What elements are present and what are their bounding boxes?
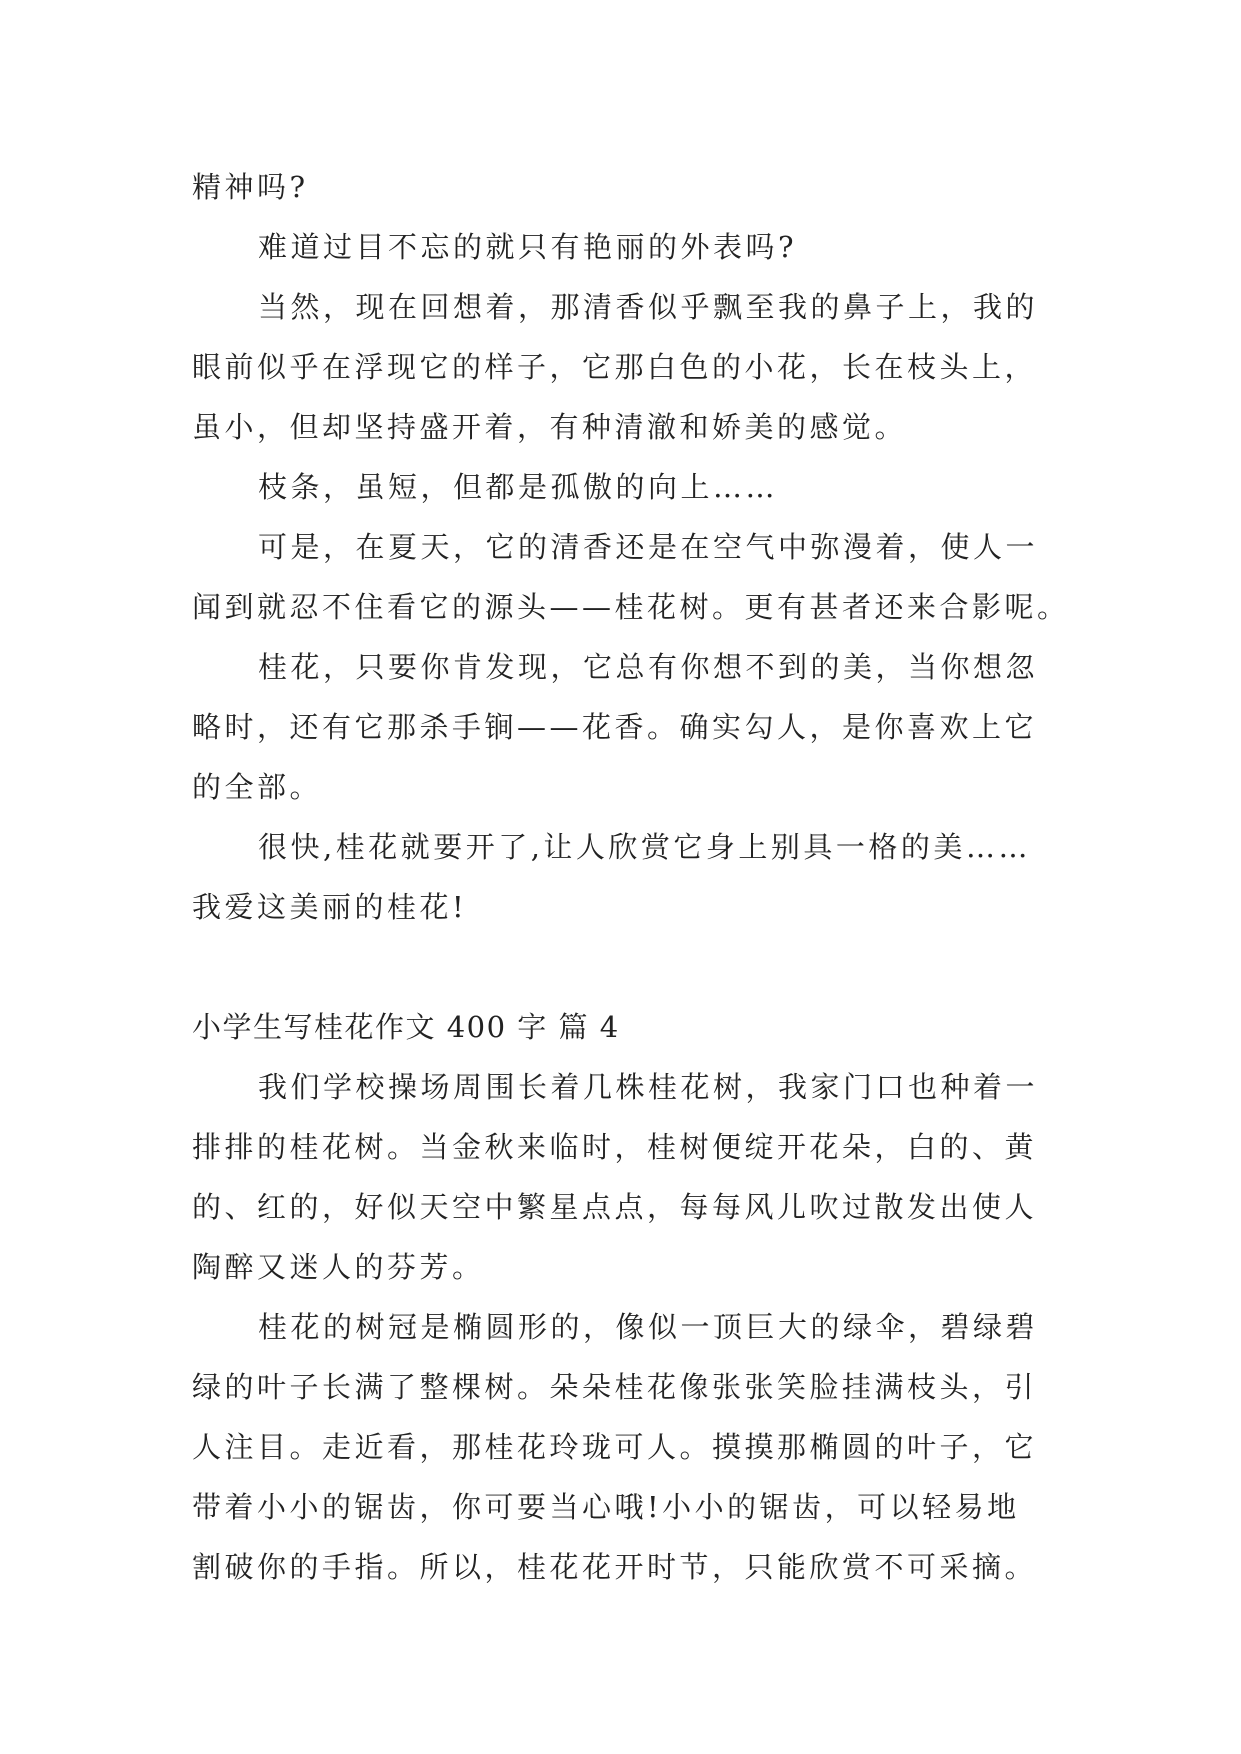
paragraph-line: 桂花的树冠是椭圆形的，像似一顶巨大的绿伞，碧绿碧 — [258, 1310, 1039, 1344]
paragraph-line: 枝条，虽短，但都是孤傲的向上…… — [258, 470, 779, 504]
paragraph-line: 的全部。 — [192, 770, 323, 804]
paragraph-line: 我们学校操场周围长着几株桂花树，我家门口也种着一 — [258, 1070, 1039, 1104]
paragraph-line: 当然，现在回想着，那清香似乎飘至我的鼻子上，我的 — [258, 290, 1039, 324]
paragraph-line: 桂花，只要你肯发现，它总有你想不到的美，当你想忽 — [258, 650, 1039, 684]
paragraph-line: 的、红的，好似天空中繁星点点，每每风儿吹过散发出使人 — [192, 1190, 1038, 1224]
paragraph-line: 我爱这美丽的桂花! — [192, 890, 468, 924]
paragraph-line: 排排的桂花树。当金秋来临时，桂树便绽开花朵，白的、黄 — [192, 1130, 1038, 1164]
paragraph-line: 闻到就忍不住看它的源头——桂花树。更有甚者还来合影呢。 — [192, 590, 1070, 624]
paragraph-line: 虽小，但却坚持盛开着，有种清澈和娇美的感觉。 — [192, 410, 908, 444]
paragraph-line: 人注目。走近看，那桂花玲珑可人。摸摸那椭圆的叶子，它 — [192, 1430, 1038, 1464]
paragraph-line: 割破你的手指。所以，桂花花开时节，只能欣赏不可采摘。 — [192, 1550, 1038, 1584]
paragraph-line: 很快,桂花就要开了,让人欣赏它身上别具一格的美…… — [258, 830, 1031, 864]
paragraph-line: 难道过目不忘的就只有艳丽的外表吗? — [258, 230, 798, 264]
paragraph-line: 陶醉又迷人的芬芳。 — [192, 1250, 485, 1284]
section-heading: 小学生写桂花作文 400 字 篇 4 — [192, 1010, 620, 1044]
document-body — [192, 157, 1072, 1597]
paragraph-line: 略时，还有它那杀手锏——花香。确实勾人，是你喜欢上它 — [192, 710, 1038, 744]
paragraph-line: 可是，在夏天，它的清香还是在空气中弥漫着，使人一 — [258, 530, 1039, 564]
paragraph-line: 眼前似乎在浮现它的样子，它那白色的小花，长在枝头上， — [192, 350, 1038, 384]
paragraph-line: 带着小小的锯齿，你可要当心哦!小小的锯齿，可以轻易地 — [192, 1490, 1020, 1524]
section-gap — [192, 937, 1072, 997]
paragraph-line: 精神吗? — [192, 170, 309, 204]
paragraph-line: 绿的叶子长满了整棵树。朵朵桂花像张张笑脸挂满枝头，引 — [192, 1370, 1038, 1404]
